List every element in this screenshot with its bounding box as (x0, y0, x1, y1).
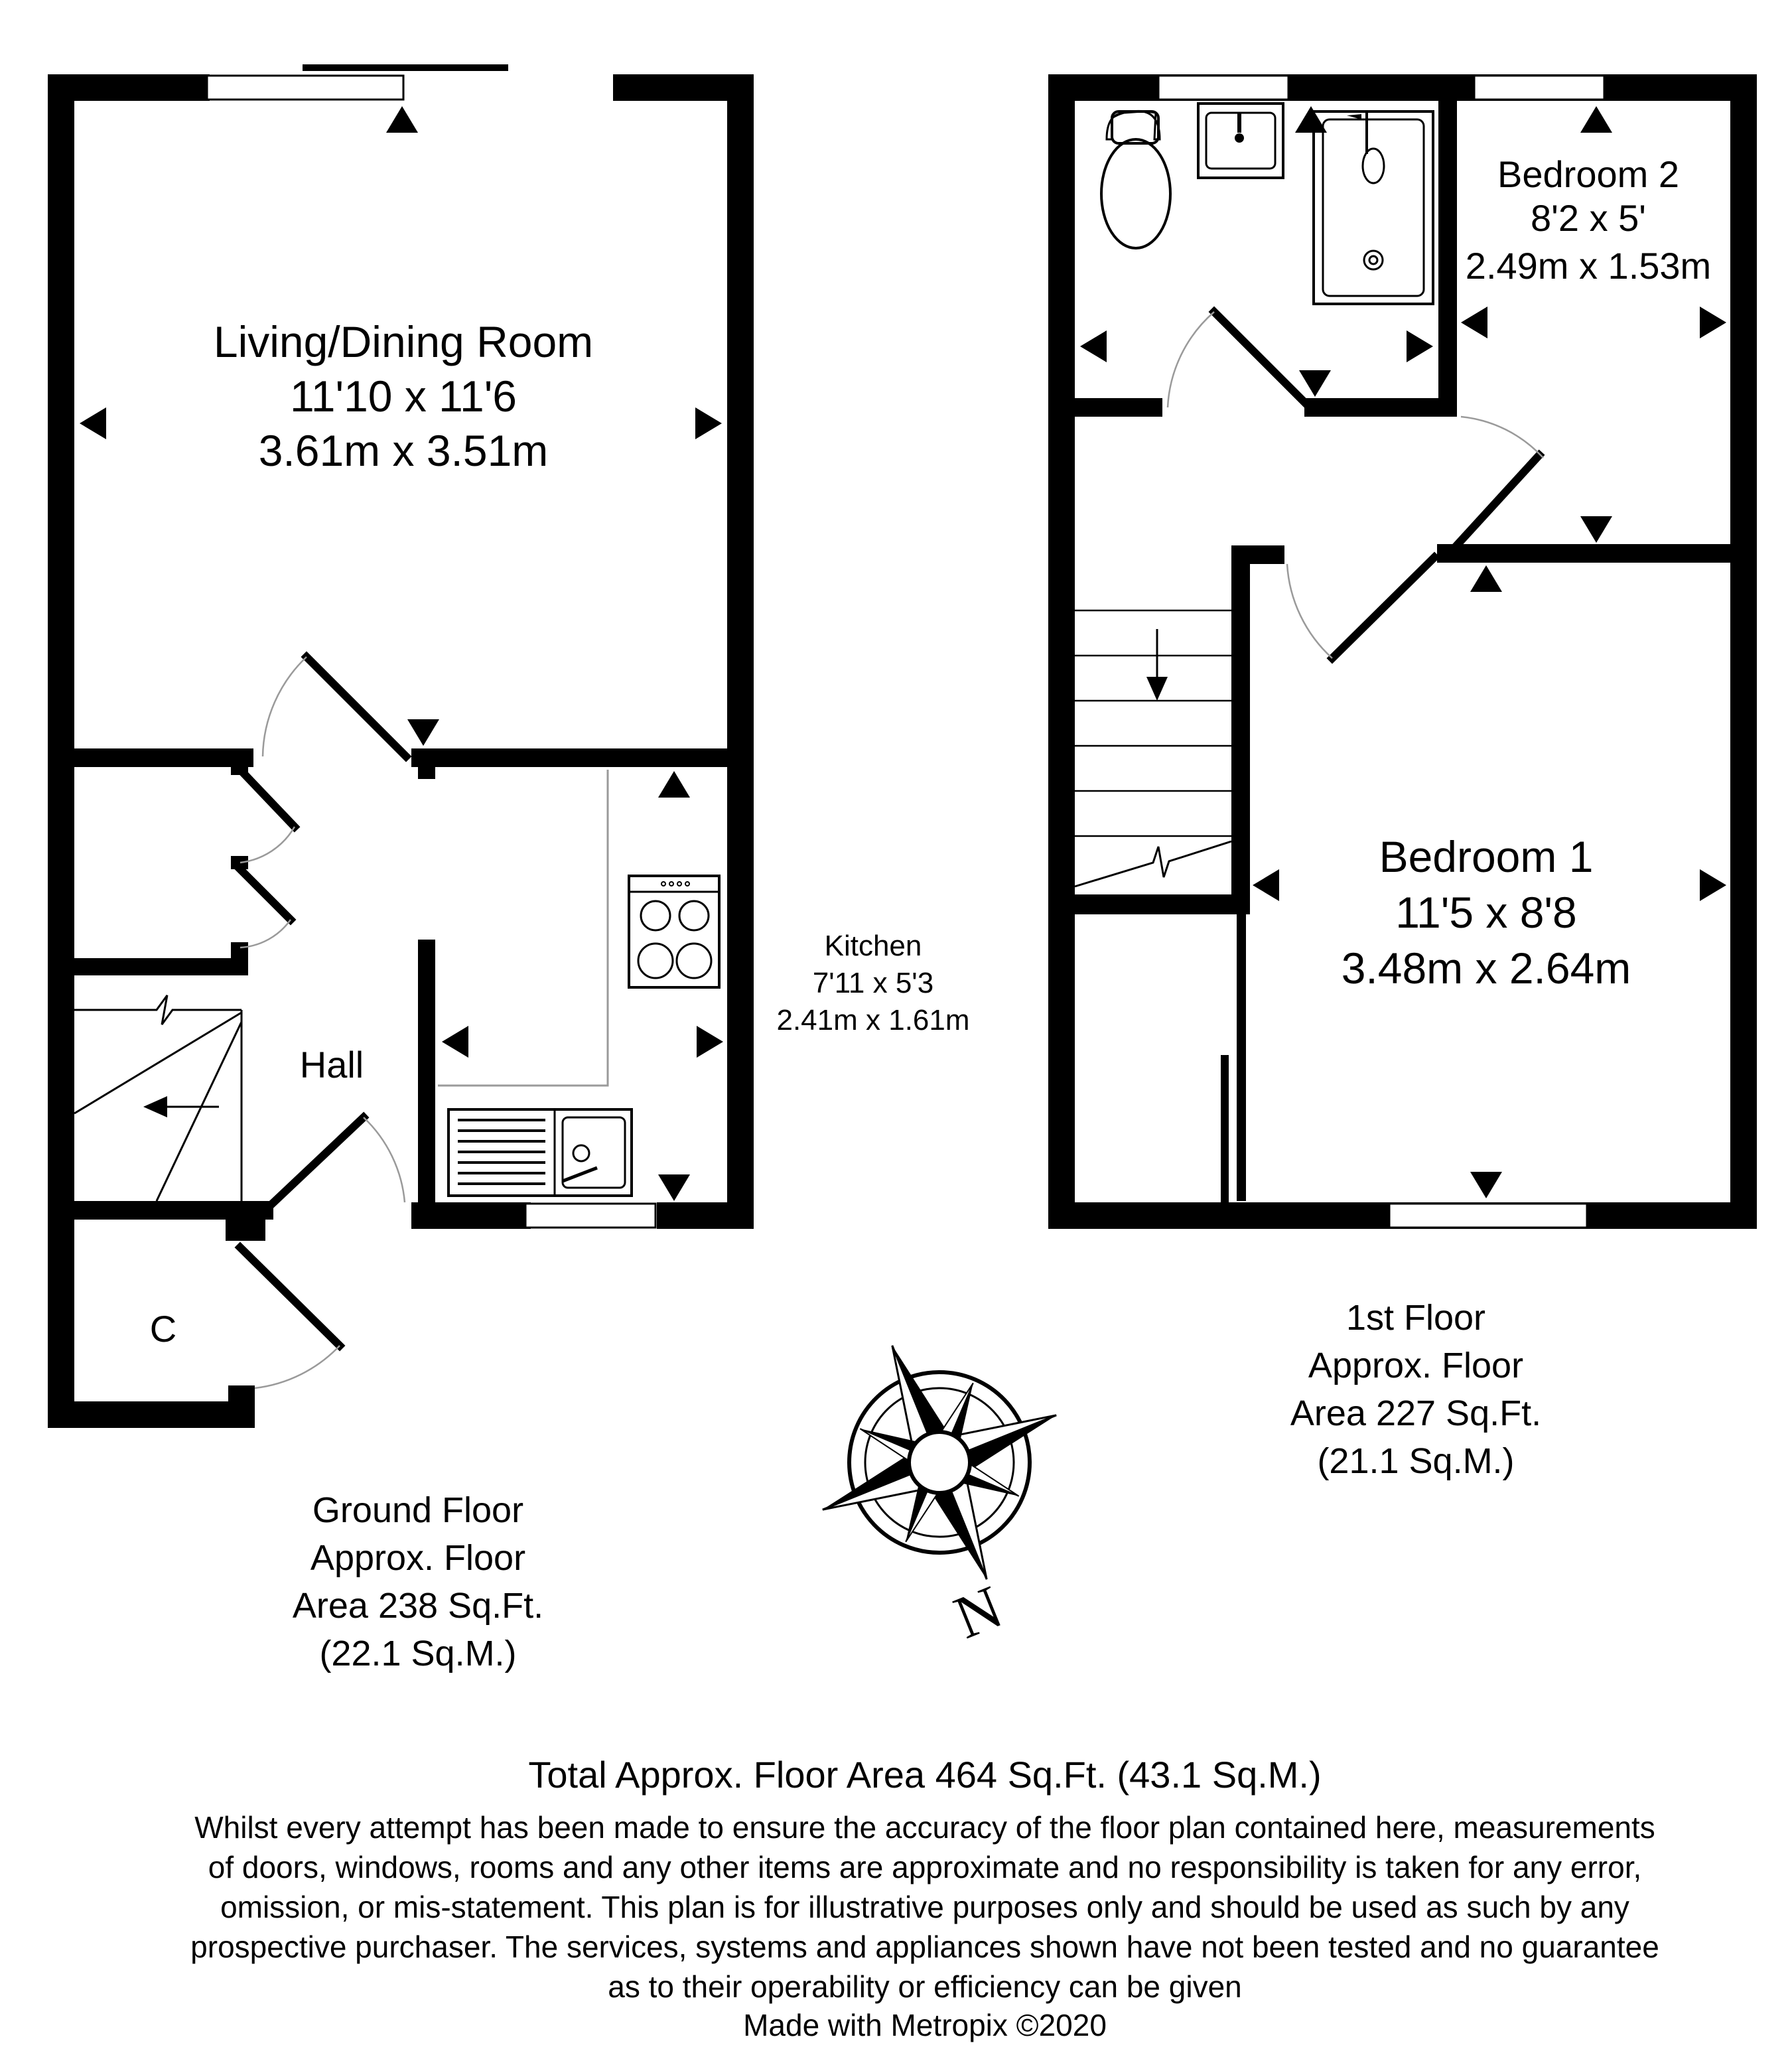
dimension-arrow (386, 106, 418, 133)
first-floor-line3: Area 227 Sq.Ft. (1290, 1393, 1542, 1433)
ground-floor-plan (48, 68, 754, 1428)
bedroom2-name: Bedroom 2 (1497, 153, 1679, 195)
total-floor-area: Total Approx. Floor Area 464 Sq.Ft. (43.1 Sq.M.) (528, 1754, 1322, 1796)
dimension-arrow (1470, 565, 1502, 592)
dimension-arrow (1299, 370, 1331, 397)
dimension-arrow (658, 771, 690, 798)
ground-floor-line1: Ground Floor (312, 1490, 524, 1530)
bedroom1-name: Bedroom 1 (1379, 832, 1594, 881)
disclaimer-line4: prospective purchaser. The services, systems and appliances shown have not been tested and no guarantee (190, 1930, 1659, 1964)
disclaimer-line1: Whilst every attempt has been made to ensure the accuracy of the floor plan contained here, measurements (194, 1810, 1655, 1845)
first-floor-line4: (21.1 Sq.M.) (1317, 1441, 1515, 1481)
first-floor-line2: Approx. Floor (1308, 1346, 1524, 1385)
compass-rose (776, 1299, 1104, 1627)
dimension-arrow (1461, 307, 1487, 338)
ground-floor-line2: Approx. Floor (310, 1538, 526, 1578)
kitchen-name: Kitchen (824, 930, 922, 962)
dimension-arrow (1407, 330, 1433, 362)
dimension-arrow (80, 407, 106, 439)
ground-floor-line4: (22.1 Sq.M.) (319, 1634, 517, 1673)
dimension-arrow (1700, 307, 1726, 338)
dimension-arrow (1580, 106, 1612, 133)
compass-north-label: N (945, 1572, 1012, 1652)
ground-floor-line3: Area 238 Sq.Ft. (292, 1586, 544, 1626)
dimension-arrow (697, 1026, 723, 1058)
living-room-imperial: 11'10 x 11'6 (289, 372, 517, 421)
dimension-arrow (695, 407, 722, 439)
ground-floor-area (293, 1490, 543, 1673)
bedroom1-metric: 3.48m x 2.64m (1341, 944, 1631, 993)
disclaimer-line5: as to their operability or efficiency can be given (608, 1969, 1242, 2004)
first-floor-area (1290, 1298, 1541, 1481)
disclaimer (190, 1810, 1659, 2042)
kitchen-imperial: 7'11 x 5'3 (812, 967, 934, 999)
dimension-arrow (1470, 1172, 1502, 1198)
bedroom2-metric: 2.49m x 1.53m (1465, 245, 1712, 287)
first-floor-line1: 1st Floor (1345, 1298, 1486, 1338)
dimension-arrow (1700, 869, 1726, 901)
dimension-arrow (658, 1174, 690, 1201)
cupboard-name: C (149, 1308, 177, 1350)
disclaimer-line2: of doors, windows, rooms and any other items are approximate and no responsibility is taken for any error, (208, 1850, 1642, 1884)
bedroom1-imperial: 11'5 x 8'8 (1395, 888, 1577, 937)
dimension-arrow (1080, 330, 1107, 362)
room-labels (150, 153, 1711, 1350)
living-room-metric: 3.61m x 3.51m (258, 426, 549, 475)
disclaimer-line3: omission, or mis-statement. This plan is for illustrative purposes only and should be used as such by any (220, 1890, 1629, 1924)
kitchen-metric: 2.41m x 1.61m (776, 1004, 970, 1036)
living-room-name: Living/Dining Room (213, 317, 594, 366)
bedroom2-imperial: 8'2 x 5' (1531, 197, 1646, 239)
dimension-arrow (442, 1026, 468, 1058)
credit-line: Made with Metropix ©2020 (743, 2008, 1107, 2042)
dimension-arrow (1580, 516, 1612, 543)
hall-name: Hall (299, 1044, 364, 1086)
dimension-arrow (407, 719, 439, 746)
dimension-arrow (1253, 869, 1279, 901)
